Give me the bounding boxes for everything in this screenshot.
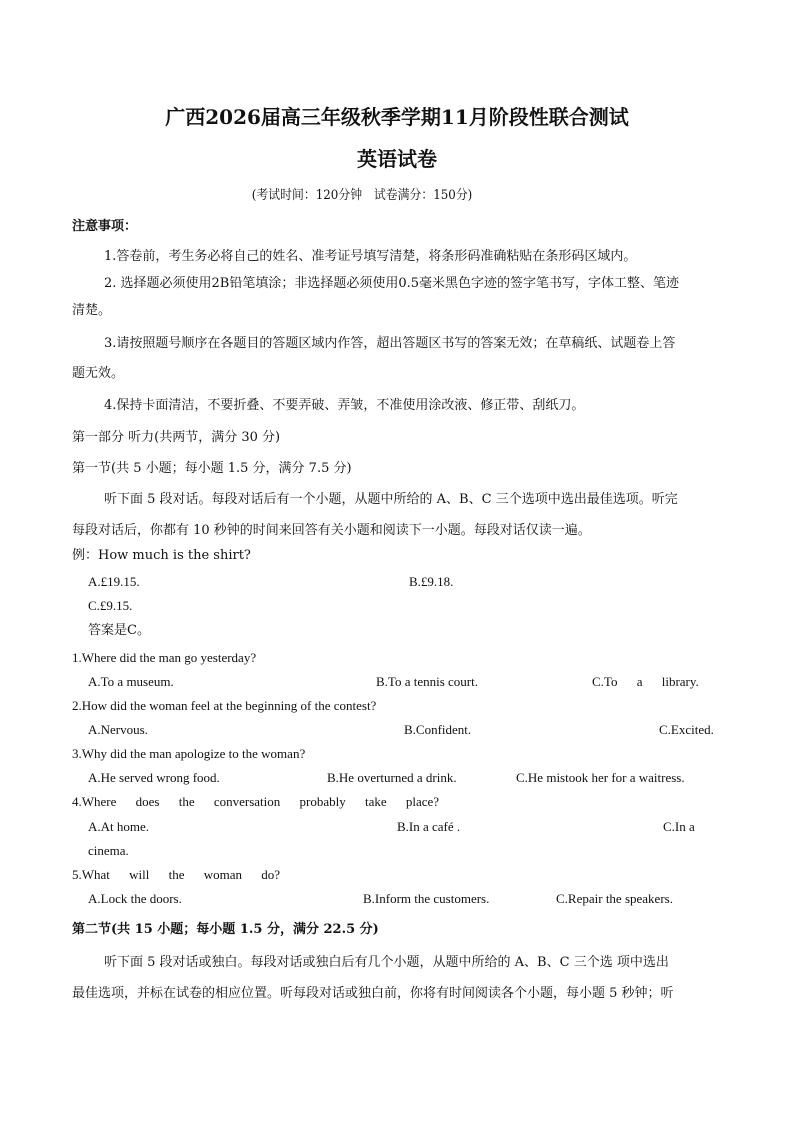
section1-intro-line-2: 每段对话后，你都有 10 秒钟的时间来回答有关小题和阅读下一小题。每段对话仅读一遍。 (72, 523, 591, 538)
question-2: 2.How did the woman feel at the beginning of the contest? (72, 698, 377, 713)
note-3-line-1: 3.请按照题号顺序在各题目的答题区域内作答，超出答题区书写的答案无效；在草稿纸、试题卷上答 (104, 336, 676, 351)
example-option-a: A.£19.15. (88, 574, 140, 589)
section1-intro-line-1: 听下面 5 段对话。每段对话后有一个小题，从题中所给的 A、B、C 三个选项中选出最佳选项。听完 (104, 492, 678, 507)
note-4: 4.保持卡面清洁，不要折叠、不要弄破、弄皱，不准使用涂改液、修正带、刮纸刀。 (104, 398, 585, 413)
note-2-line-1: 2. 选择题必须使用2B铅笔填涂；非选择题必须使用0.5毫米黑色字迹的签字笔书写，字体工整、笔迹 (104, 276, 680, 291)
part1-heading: 第一部分 听力(共两节，满分 30 分) (72, 430, 281, 445)
q2-option-b: B.Confident. (404, 722, 472, 737)
q4-option-b: B.In a café . (397, 819, 461, 834)
q5-option-c: C.Repair the speakers. (556, 891, 673, 906)
q3-option-c: C.He mistook her for a waitress. (516, 770, 685, 785)
q3-option-b: B.He overturned a drink. (327, 770, 457, 785)
example-option-b: B.£9.18. (409, 574, 454, 589)
q1-option-a: A.To a museum. (88, 674, 174, 689)
page-subtitle: 英语试卷 (357, 147, 437, 171)
q1-option-b: B.To a tennis court. (376, 674, 478, 689)
section2-intro-line-2: 最佳选项，并标在试卷的相应位置。听每段对话或独白前，你将有时间阅读各个小题，每小题 5 秒钟；听 (72, 986, 674, 1001)
q4-option-a: A.At home. (88, 819, 150, 834)
section2-heading: 第二节(共 15 小题；每小题 1.5 分，满分 22.5 分) (72, 922, 379, 937)
section1-heading: 第一节(共 5 小题；每小题 1.5 分，满分 7.5 分) (72, 461, 352, 476)
example-option-c: C.£9.15. (88, 598, 133, 613)
page-title: 广西2026届高三年级秋季学期11月阶段性联合测试 (165, 105, 629, 129)
q5-option-a: A.Lock the doors. (88, 891, 182, 906)
exam-info: (考试时间：120分钟 试卷满分：150分) (251, 188, 473, 203)
question-1: 1.Where did the man go yesterday? (72, 650, 257, 665)
notes-heading: 注意事项： (72, 219, 138, 234)
example-answer: 答案是C。 (88, 623, 150, 638)
q3-option-a: A.He served wrong food. (88, 770, 220, 785)
q1-option-c: C.To a library. (592, 674, 699, 689)
question-4: 4.Where does the conversation probably take place? (72, 794, 440, 809)
q2-option-a: A.Nervous. (88, 722, 148, 737)
section2-intro-line-1: 听下面 5 段对话或独白。每段对话或独白后有几个小题，从题中所给的 A、B、C 三个选 项中选出 (104, 955, 669, 970)
question-3: 3.Why did the man apologize to the woman? (72, 746, 306, 761)
note-3-line-2: 题无效。 (72, 366, 125, 381)
q2-option-c: C.Excited. (659, 722, 714, 737)
example-question: 例：How much is the shirt? (72, 548, 251, 563)
note-1: 1.答卷前，考生务必将自己的姓名、准考证号填写清楚，将条形码准确粘贴在条形码区域内。 (104, 249, 637, 264)
note-2-line-2: 清楚。 (72, 303, 112, 318)
q5-option-b: B.Inform the customers. (363, 891, 490, 906)
q4-option-c: C.In a (663, 819, 695, 834)
q4-option-c-continued: cinema. (88, 843, 129, 858)
question-5: 5.What will the woman do? (72, 867, 281, 882)
